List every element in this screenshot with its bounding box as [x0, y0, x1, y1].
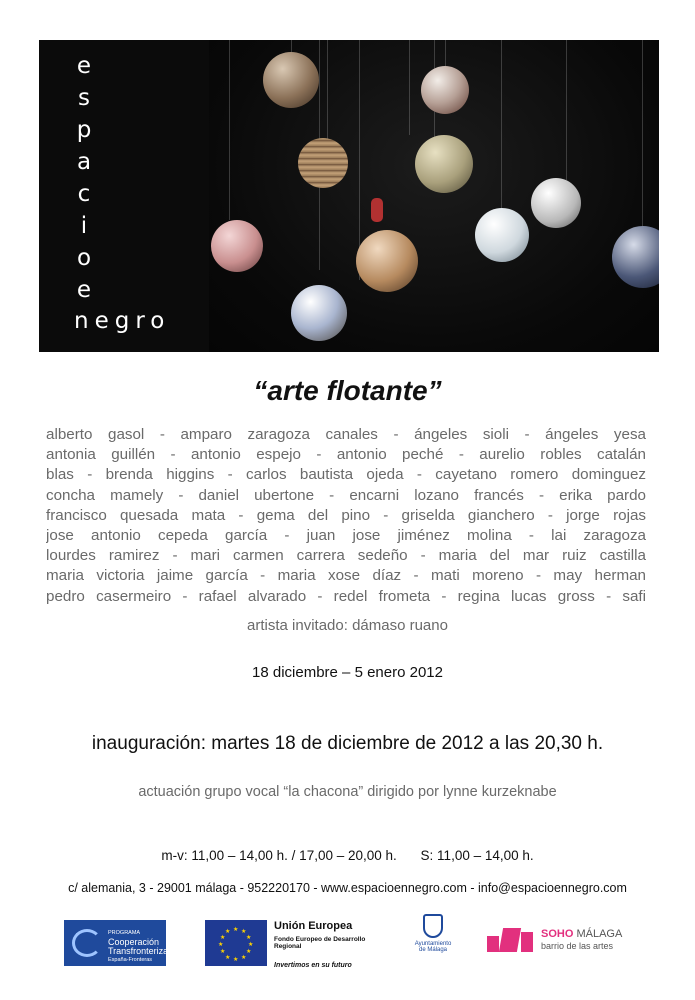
coop-line3: Transfronteriza: [108, 946, 169, 956]
brand-last-word: negro: [74, 308, 171, 334]
artist-line: maria victoria jaime garcía - maria xose díaz - mati moreno - may herman: [46, 567, 646, 585]
soho-malaga-logo: [487, 926, 637, 956]
soho-name: [541, 928, 622, 940]
eu-flag-icon: ★ ★ ★ ★ ★ ★ ★ ★ ★ ★ ★ ★: [205, 920, 267, 966]
hanging-sphere: [263, 52, 319, 108]
weekday-hours: m-v: 11,00 – 14,00 h. / 17,00 – 20,00 h.: [161, 848, 397, 863]
artist-line: francisco quesada mata - gema del pino - griselda gianchero - jorge rojas: [46, 506, 646, 524]
hanging-sphere: [612, 226, 659, 288]
floating-art-photo: [209, 40, 659, 352]
swirl-icon: [72, 929, 102, 957]
artist-line: pedro casermeiro - rafael alvarado - redel frometa - regina lucas gross - safi: [46, 587, 646, 605]
brand-letter: p: [76, 117, 92, 143]
soho-subtitle: barrio de las artes: [541, 941, 614, 951]
ayto-line1: Ayuntamiento: [414, 941, 452, 947]
coop-line4: España-Fronteras Exteriores: [108, 957, 153, 972]
hero-banner: [39, 40, 659, 352]
brand-letter: s: [78, 85, 90, 111]
brand-letter: e: [76, 277, 92, 303]
hanging-sphere: [421, 66, 469, 114]
hanging-sphere: [475, 208, 529, 262]
brand-letter: a: [76, 149, 92, 175]
hanging-sphere: [356, 230, 418, 292]
artist-line: blas - brenda higgins - carlos bautista ojeda - cayetano romero dominguez: [46, 466, 646, 484]
artist-list: [46, 425, 646, 607]
exhibition-dates: 18 diciembre – 5 enero 2012: [252, 664, 443, 681]
soho-name-a: SOHO: [541, 928, 574, 940]
exhibition-title: “arte flotante”: [253, 375, 442, 406]
inauguration-info: inauguración: martes 18 de diciembre de 2012 a las 20,30 h.: [91, 733, 604, 754]
brand-letter: e: [76, 53, 92, 79]
artist-line: antonia guillén - antonio espejo - antonio peché - aurelio robles catalán: [46, 446, 646, 464]
coop-line1: PROGRAMA: [108, 930, 141, 936]
brand-letter: o: [76, 245, 92, 271]
artist-line: alberto gasol - amparo zaragoza canales - ángeles sioli - ángeles yesa: [46, 426, 646, 443]
brand-letter: c: [77, 181, 91, 207]
sponsor-logos: [0, 910, 695, 980]
soho-name-b: MÁLAGA: [576, 928, 623, 940]
artist-line: jose antonio cepeda garcía - juan jose jiménez molina - lai zaragoza: [46, 526, 646, 544]
eu-fund: Fondo Europeo de Desarrollo Regional: [274, 936, 366, 950]
eu-text: [274, 920, 394, 969]
cooperacion-logo: [64, 920, 169, 972]
hanging-sphere: [291, 285, 347, 341]
ayuntamiento-logo: [408, 914, 458, 953]
soho-mark-icon: [487, 928, 535, 954]
performance-info: actuación grupo vocal “la chacona” dirigido por lynne kurzeknabe: [138, 784, 557, 800]
hanging-sphere: [298, 138, 348, 188]
artist-line: concha mamely - daniel ubertone - encarni lozano francés - erika pardo: [46, 486, 646, 504]
eu-motto: Invertimos en su futuro: [274, 962, 352, 969]
ayto-line2: de Málaga: [418, 947, 448, 953]
brand-letter: i: [80, 213, 88, 239]
opening-hours: [0, 848, 695, 863]
saturday-hours: S: 11,00 – 14,00 h.: [420, 848, 534, 863]
contact-info: c/ alemania, 3 - 29001 málaga - 952220170 - www.espacioennegro.com - info@espacioennegro.com: [68, 881, 627, 895]
hanging-sphere: [415, 135, 473, 193]
hanging-sphere: [531, 178, 581, 228]
coop-line2: Cooperación: [108, 937, 160, 947]
eu-title: Unión Europea: [274, 920, 353, 932]
hanging-sphere: [211, 220, 263, 272]
guest-artist: artista invitado: dámaso ruano: [247, 617, 448, 634]
artist-line: lourdes ramirez - mari carmen carrera sedeño - maria del mar ruiz castilla: [46, 547, 646, 565]
crest-icon: [423, 914, 443, 938]
small-figure: [371, 198, 383, 222]
